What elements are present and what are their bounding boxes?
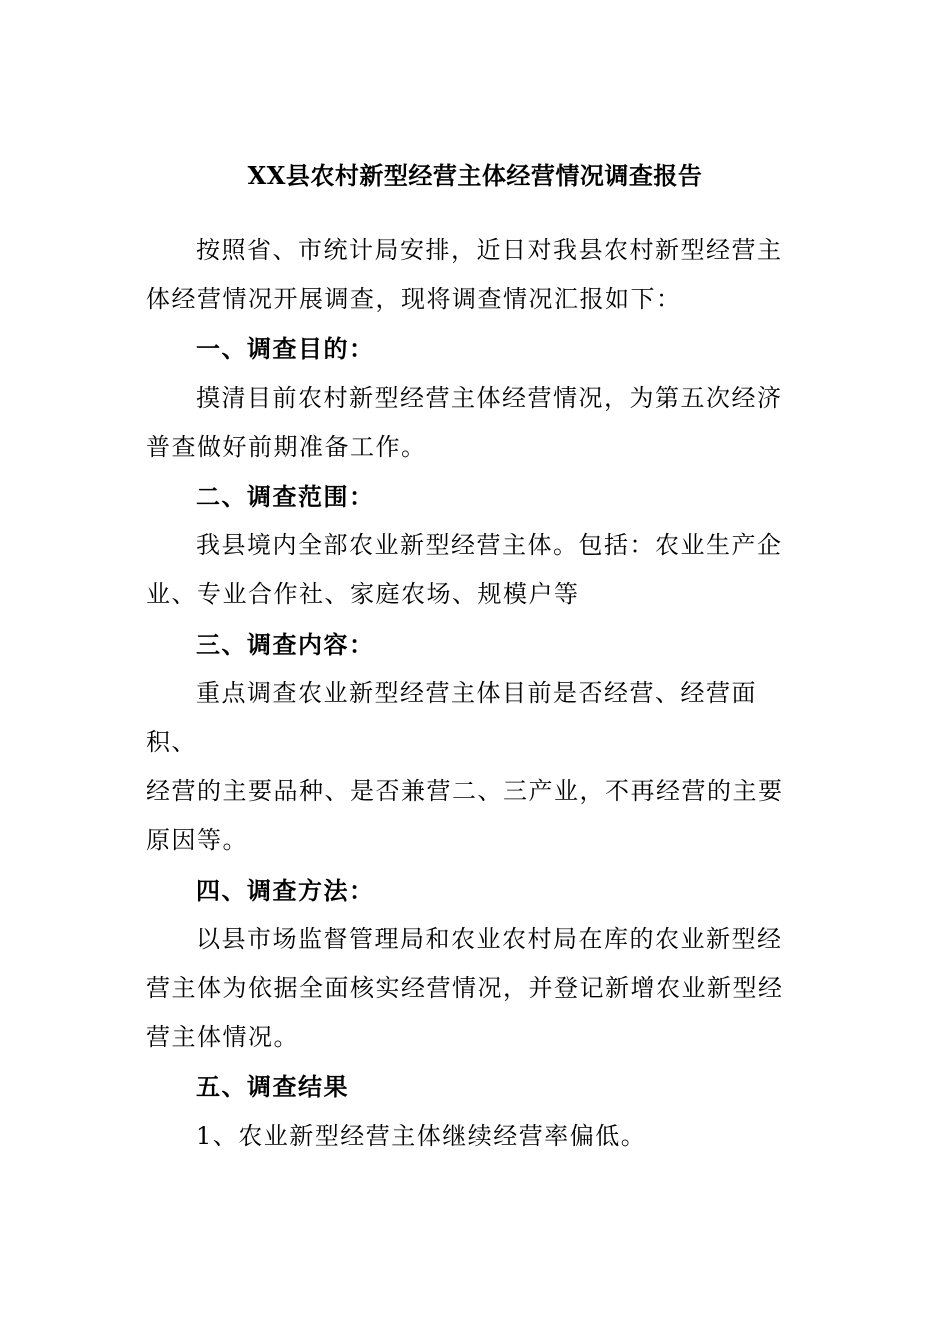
document-body bbox=[146, 226, 796, 1161]
section-body-purpose: 摸清目前农村新型经营主体经营情况，为第五次经济 普查做好前期准备工作。 bbox=[146, 383, 783, 461]
section-heading-purpose: 一、调查目的： bbox=[196, 334, 375, 364]
section-body-content: 重点调查农业新型经营主体目前是否经营、经营面积、 经营的主要品种、是否兼营二、三产业，不再经营的主要 原因等。 bbox=[146, 678, 784, 855]
section-body-scope: 我县境内全部农业新型经营主体。包括：农业生产企 业、专业合作社、家庭农场、规模户等 bbox=[146, 531, 783, 609]
section-heading-results: 五、调查结果 bbox=[196, 1072, 349, 1102]
section-heading-method: 四、调查方法： bbox=[196, 875, 375, 905]
section-heading-content: 三、调查内容： bbox=[196, 629, 375, 659]
section-heading-scope: 二、调查范围： bbox=[196, 482, 375, 512]
document-title: XX县农村新型经营主体经营情况调查报告 bbox=[247, 161, 703, 190]
intro-paragraph: 按照省、市统计局安排，近日对我县农村新型经营主 体经营情况开展调查，现将调查情况汇报如下： bbox=[146, 236, 783, 314]
section-body-results: 1、农业新型经营主体继续经营率偏低。 bbox=[196, 1121, 647, 1150]
section-body-method: 以县市场监督管理局和农业农村局在库的农业新型经 营主体为依据全面核实经营情况，并登记新增农业新型经 营主体情况。 bbox=[146, 924, 784, 1052]
